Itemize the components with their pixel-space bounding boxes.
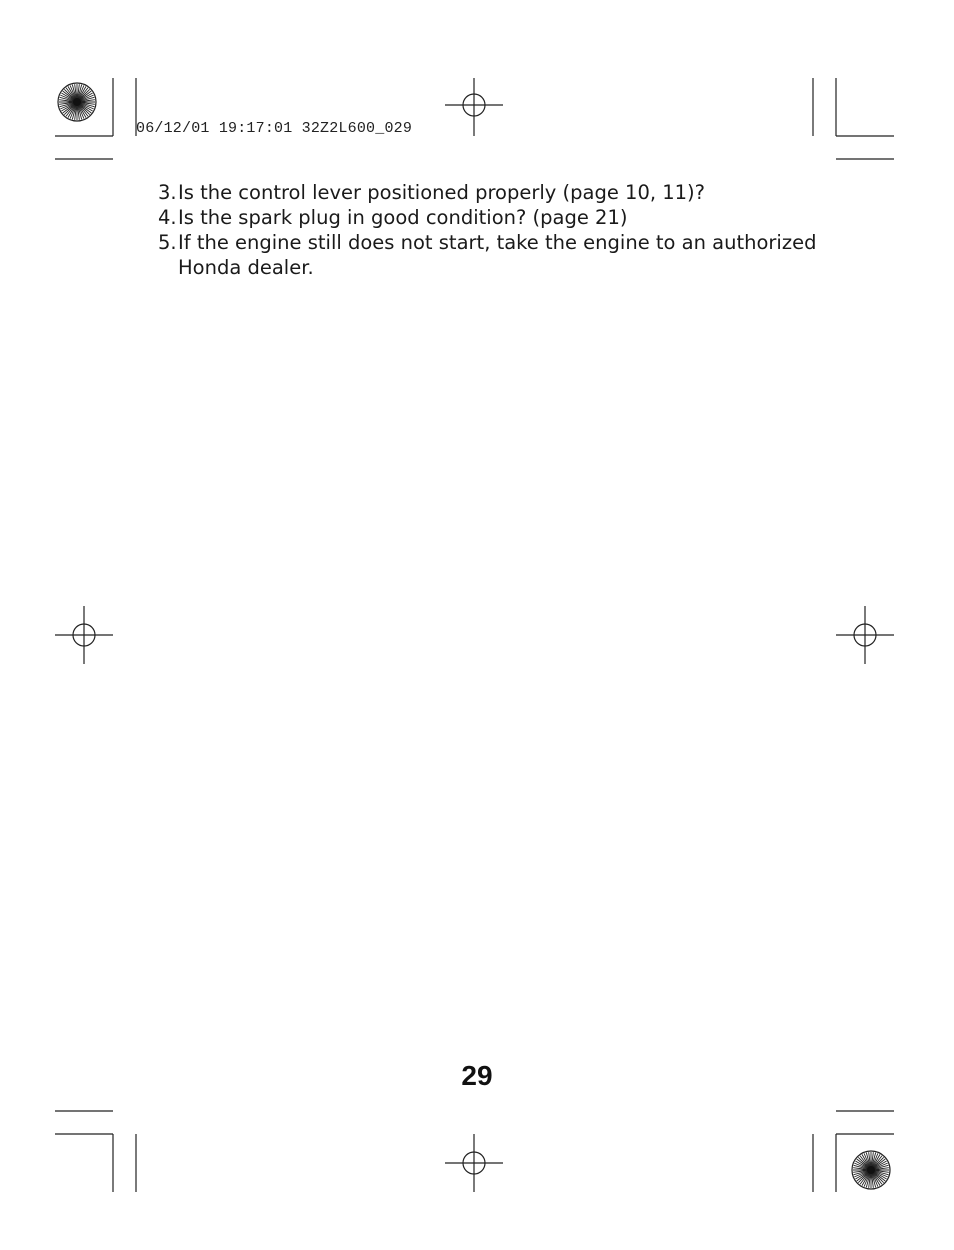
crop-mark-icon — [813, 78, 894, 159]
print-slug: 06/12/01 19:17:01 32Z2L600_029 — [136, 120, 413, 137]
troubleshooting-list — [158, 180, 818, 280]
crosshair-icon — [445, 78, 503, 136]
item-number: 3. — [158, 181, 177, 204]
list-item — [158, 180, 818, 205]
crosshair-icon — [55, 606, 113, 664]
registration-star-icon — [58, 83, 96, 121]
crosshair-icon — [445, 1134, 503, 1192]
item-text: Is the spark plug in good condition? (page 21) — [178, 206, 628, 229]
list-item — [158, 230, 818, 280]
item-number: 4. — [158, 206, 177, 229]
crop-mark-icon — [55, 1111, 136, 1192]
item-number: 5. — [158, 231, 177, 254]
page-number: 29 — [461, 1060, 493, 1091]
registration-star-icon — [852, 1151, 890, 1189]
item-text: Is the control lever positioned properly (page 10, 11)? — [178, 181, 706, 204]
crosshair-icon — [836, 606, 894, 664]
item-text: If the engine still does not start, take the engine to an authorized Honda dealer. — [178, 231, 817, 279]
list-item — [158, 205, 818, 230]
